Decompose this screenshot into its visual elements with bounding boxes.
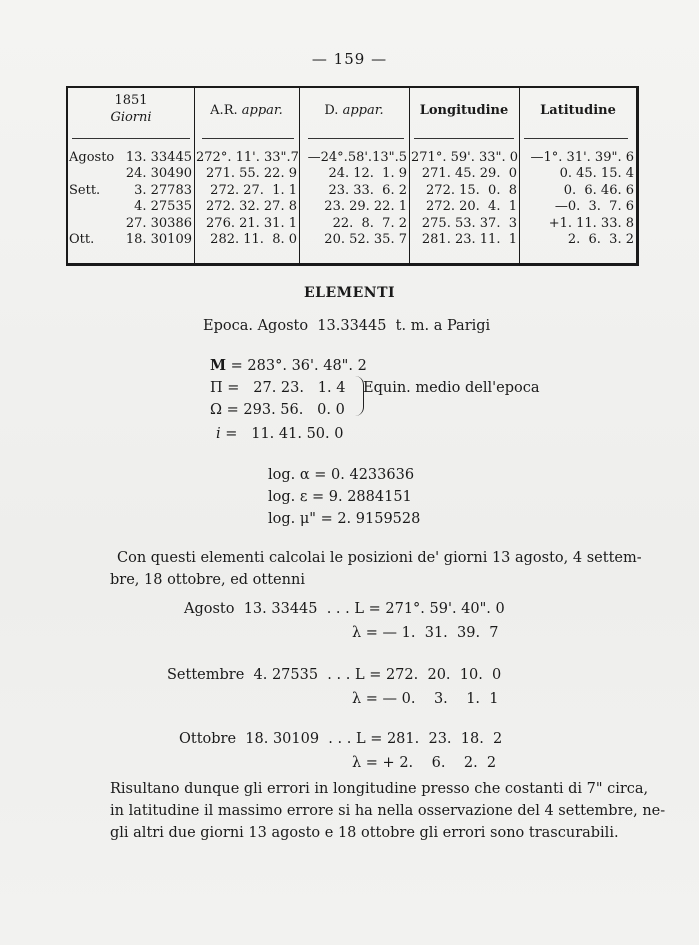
calc-agosto-L [184,601,505,617]
element-symbol: Π [210,380,223,396]
cell-day: 3. 27783 [134,183,192,198]
cell-lat: 0. 45. 15. 4 [559,166,634,181]
element-symbol: M [210,357,227,374]
cell-decl: 23. 29. 22. 1 [324,199,407,214]
calc-L-value: = 271°. 59'. 40". 0 [368,601,505,617]
header-decl-prefix: D. [324,103,343,118]
calc-agosto-lambda: λ = — 1. 31. 39. 7 [352,625,499,641]
header-ar-prefix: A.R. [210,103,242,118]
calc-ottobre-L [179,731,502,747]
header-decl-italic: appar. [342,103,384,118]
element-value: = 11. 41. 50. 0 [225,426,344,442]
paragraph2-line1: Risultano dunque gli errori in longitudine presso che costanti di 7" circa, [110,781,649,797]
element-line-omega [210,400,345,420]
cell-ar: 272. 27. 1. 1 [210,183,297,198]
cell-decl: 23. 33. 6. 2 [328,183,407,198]
cell-decl: 24. 12. 1. 9 [328,166,407,181]
cell-lat: +1. 11. 33. 8 [548,216,634,231]
cell-lon: 272. 20. 4. 1 [426,199,517,214]
calc-settembre-lambda: λ = — 0. 3. 1. 1 [352,691,499,707]
header-rule [72,138,190,139]
cell-lon: 281. 23. 11. 1 [421,232,517,247]
header-rule [524,138,628,139]
cell-lat: —1°. 31'. 39". 6 [530,150,634,165]
calc-label: Ottobre 18. 30109 . . . L [179,731,366,747]
page-number: — 159 — [311,50,388,68]
cell-lat: 0. 6. 46. 6 [563,183,634,198]
log-epsilon: log. ε = 9. 2884151 [268,489,412,505]
cell-lon: 271. 45. 29. 0 [421,166,517,181]
header-rule [308,138,404,139]
cell-decl: 20. 52. 35. 7 [324,232,407,247]
cell-decl: —24°.58'.13".5 [307,150,407,165]
cell-lat: 2. 6. 3. 2 [567,232,634,247]
cell-lon: 271°. 59'. 33". 0 [411,150,519,165]
log-alpha: log. α = 0. 4233636 [268,467,415,483]
cell-ar: 276. 21. 31. 1 [206,216,297,231]
element-symbol: Ω [210,402,223,418]
section-title-elementi: ELEMENTI [303,285,396,301]
cell-lon: 272. 15. 0. 8 [426,183,517,198]
header-latitude: Latitudine [540,103,616,118]
header-longitude: Longitudine [419,103,509,118]
calc-ottobre-lambda: λ = + 2. 6. 2. 2 [352,755,497,771]
cell-ar: 272°. 11'. 33".7 [196,150,299,165]
element-line-pi [210,378,345,398]
element-value: = 283°. 36'. 48". 2 [230,358,367,374]
element-symbol: i [216,426,221,442]
observations-table [66,86,639,266]
cell-month: Ott. [69,232,95,247]
header-ar [194,102,299,119]
cell-month: Sett. [69,183,101,198]
equinox-note: Equin. medio dell'epoca [363,380,540,396]
calc-L-value: = 272. 20. 10. 0 [369,667,502,683]
paragraph2-line2: in latitudine il massimo errore si ha nella osservazione del 4 settembre, ne- [110,803,666,819]
cell-day: 18. 30109 [125,232,192,247]
cell-lat: —0. 3. 7. 6 [554,199,634,214]
calc-label: Agosto 13. 33445 . . . L [184,601,364,617]
element-value: = 293. 56. 0. 0 [226,402,345,418]
cell-ar: 272. 32. 27. 8 [206,199,297,214]
cell-day: 13. 33445 [125,150,192,165]
header-rule [202,138,294,139]
calc-label: Settembre 4. 27535 . . . L [167,667,365,683]
cell-day: 24. 30490 [125,166,192,181]
cell-ar: 271. 55. 22. 9 [206,166,297,181]
header-giorni-label: Giorni [110,110,152,125]
cell-ar: 282. 11. 8. 0 [210,232,297,247]
header-giorni [68,92,194,126]
cell-day: 4. 27535 [134,199,192,214]
calc-settembre-L [167,667,501,683]
cell-day: 27. 30386 [125,216,192,231]
calc-L-value: = 281. 23. 18. 2 [370,731,503,747]
cell-month: Agosto [69,150,115,165]
header-year: 1851 [114,93,148,108]
header-decl [299,102,409,119]
cell-decl: 22. 8. 7. 2 [332,216,407,231]
element-line-i [216,424,343,444]
header-ar-italic: appar. [241,103,283,118]
paragraph2-line3: gli altri due giorni 13 agosto e 18 ottobre gli errori sono trascurabili. [110,825,619,841]
paragraph1-line1: Con questi elementi calcolai le posizioni de' giorni 13 agosto, 4 settem- [117,550,642,566]
element-value: = 27. 23. 1. 4 [227,380,346,396]
cell-lon: 275. 53. 37. 3 [421,216,517,231]
element-line-m [210,356,367,376]
header-rule [414,138,514,139]
log-mu: log. μ" = 2. 9159528 [268,511,421,527]
epoch-line: Epoca. Agosto 13.33445 t. m. a Parigi [203,318,491,334]
paragraph1-line2: bre, 18 ottobre, ed ottenni [110,572,305,588]
